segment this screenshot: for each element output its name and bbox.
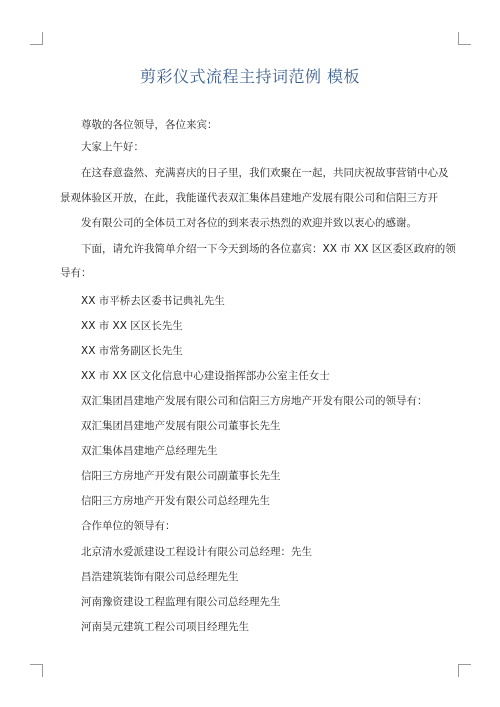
guest-line: 信阳三方房地产开发有限公司副董事长先生	[81, 470, 281, 482]
crop-mark-top-left	[30, 32, 43, 45]
guest-line: 北京清水爱派建设工程设计有限公司总经理：先生	[81, 546, 312, 558]
crop-mark-top-right	[458, 32, 471, 45]
guest-line: 信阳三方房地产开发有限公司总经理先生	[81, 495, 270, 507]
document-title: 剪彩仪式流程主持词范例 模板	[139, 67, 361, 86]
crop-mark-bottom-right	[458, 664, 471, 677]
section-heading-line: 双汇集团昌建地产发展有限公司和信阳三方房地产开发有限公司的领导有：	[81, 395, 428, 407]
paragraph-line: 景观体验区开放，在此，我能谨代表双汇集体昌建地产发展有限公司和信阳三方开	[60, 192, 438, 204]
guest-line: XX 市 XX 区区长先生	[81, 320, 183, 332]
guest-line: 河南昊元建筑工程公司项目经理先生	[81, 621, 249, 633]
guest-line: 昌浩建筑装饰有限公司总经理先生	[81, 571, 239, 583]
salutation-line: 尊敬的各位领导，各位来宾：	[81, 119, 218, 131]
paragraph-line: 发有限公司的全体员工对各位的到来表示热烈的欢迎并致以衷心的感谢。	[81, 217, 417, 229]
paragraph-line: 导有：	[60, 267, 92, 279]
section-heading-line: 合作单位的领导有：	[81, 520, 176, 532]
guest-line: 河南豫资建设工程监理有限公司总经理先生	[81, 596, 281, 608]
guest-line: XX 市 XX 区文化信息中心建设指挥部办公室主任女士	[81, 370, 330, 382]
crop-mark-bottom-left	[30, 664, 43, 677]
paragraph-line: 在这春意盎然、充满喜庆的日子里，我们欢聚在一起，共同庆祝故事营销中心及	[81, 167, 449, 179]
paragraph-line: 下面，请允许我简单介绍一下今天到场的各位嘉宾：XX 市 XX 区区委区政府的领	[81, 243, 456, 255]
greeting-line: 大家上午好：	[81, 141, 144, 153]
guest-line: XX 市常务副区长先生	[81, 345, 183, 357]
guest-line: XX 市平桥去区委书记典礼先生	[81, 295, 225, 307]
guest-line: 双汇集体昌建地产总经理先生	[81, 445, 218, 457]
guest-line: 双汇集团昌建地产发展有限公司董事长先生	[81, 420, 281, 432]
